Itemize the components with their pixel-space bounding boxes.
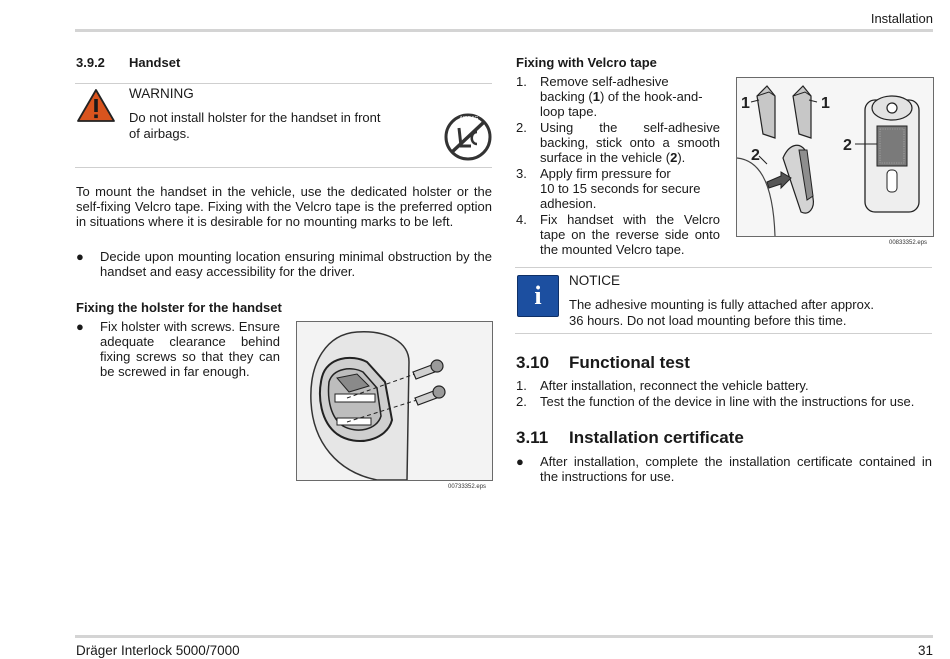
velcro-steps — [516, 74, 720, 258]
fig-label-2b: 2 — [843, 137, 852, 154]
velcro-step-2 — [516, 120, 720, 166]
velcro-figure-caption: 00833352.eps — [889, 240, 928, 246]
warning-triangle-icon — [76, 88, 116, 127]
notice-line2: 36 hours. Do not load mounting before this time. — [569, 313, 847, 328]
holster-heading: Fixing the holster for the handset — [76, 300, 282, 315]
bullet-dot: ● — [76, 249, 84, 264]
step-line: adhesion. — [540, 196, 597, 211]
certificate-title: Installation certificate — [569, 428, 744, 447]
footer-rule — [75, 635, 933, 638]
info-icon — [517, 275, 559, 317]
header-rule — [75, 29, 933, 32]
functional-step-1 — [516, 378, 936, 393]
velcro-step-3 — [516, 166, 720, 212]
step-number: 2. — [516, 394, 527, 409]
step-number: 1. — [516, 74, 527, 89]
step-number: 4. — [516, 212, 527, 227]
header-title: Installation — [870, 11, 933, 26]
warning-label: WARNING — [129, 86, 194, 101]
section-number: 3.9.2 — [76, 55, 105, 70]
intro-paragraph: To mount the handset in the vehicle, use the dedicated holster or the self-fixing Velcro tape. Fixing with the Velcro tape is the preferred option in situations where it is desirable for no mounting marks to be left. — [76, 184, 492, 229]
fig-label-2a: 2 — [751, 147, 760, 164]
velcro-step-4 — [516, 212, 720, 258]
notice-line1: The adhesive mounting is fully attached after approx. — [569, 297, 874, 312]
certificate-bullet — [516, 454, 932, 484]
section-title: Handset — [129, 55, 181, 70]
step-line: Remove self-adhesive — [540, 74, 669, 89]
step-line: tape on the reverse side onto — [540, 227, 720, 242]
step-number: 2. — [516, 120, 527, 135]
certificate-bullet-text: After installation, complete the installation certificate contained in the instructions for use. — [540, 454, 932, 484]
functional-title: Functional test — [569, 353, 690, 372]
notice-label: NOTICE — [569, 273, 621, 288]
fig-label-1b: 1 — [821, 95, 830, 112]
bullet-dot: ● — [76, 319, 84, 334]
step-line: surface in the vehicle (2). — [540, 150, 686, 165]
no-airbag-icon — [443, 112, 493, 165]
notice-top-rule — [515, 267, 932, 268]
bullet-dot: ● — [516, 454, 524, 469]
functional-number: 3.10 — [516, 353, 550, 372]
warning-text-line1: Do not install holster for the handset in front — [129, 110, 381, 125]
step-line: the mounted Velcro tape. — [540, 242, 685, 257]
velcro-figure — [736, 77, 934, 237]
warning-top-rule — [75, 83, 492, 84]
warning-bottom-rule — [75, 167, 492, 168]
functional-step-2 — [516, 394, 946, 409]
bullet-text: Decide upon mounting location ensuring minimal obstruction by the handset and easy accessibility for the driver. — [100, 249, 492, 279]
certificate-number: 3.11 — [516, 428, 549, 447]
step-line: loop tape. — [540, 104, 598, 119]
holster-figure — [296, 321, 493, 481]
footer-page-number: 31 — [917, 643, 933, 658]
step-number: 1. — [516, 378, 527, 393]
fig-label-1a: 1 — [741, 95, 750, 112]
holster-bullet — [76, 319, 280, 379]
step-line: backing (1) of the hook-and- — [540, 89, 703, 104]
step-line: Fix handset with the Velcro — [540, 212, 720, 227]
step-line: backing, stick onto a smooth — [540, 135, 720, 150]
step-number: 3. — [516, 166, 527, 181]
footer-product: Dräger Interlock 5000/7000 — [76, 643, 240, 658]
step-text: After installation, reconnect the vehicle battery. — [540, 378, 809, 393]
holster-figure-caption: 00733352.eps — [448, 484, 487, 490]
step-line: 10 to 15 seconds for secure — [540, 181, 701, 196]
velcro-heading: Fixing with Velcro tape — [516, 55, 657, 70]
velcro-step-1 — [516, 74, 720, 120]
warning-text-line2: of airbags. — [129, 126, 190, 141]
step-text: Test the function of the device in line with the instructions for use. — [540, 394, 915, 409]
step-line: Apply firm pressure for — [540, 166, 671, 181]
notice-bottom-rule — [515, 333, 932, 334]
airbag-sign-text: AIRBAG — [459, 116, 479, 122]
bullet-mounting-location — [76, 249, 492, 279]
holster-bullet-text: Fix holster with screws. Ensure adequate clearance behind fixing screws so that they can be screwed in far enough. — [100, 319, 280, 379]
info-icon-letter: i — [534, 281, 542, 310]
step-line: Using the self-adhesive — [540, 120, 720, 135]
